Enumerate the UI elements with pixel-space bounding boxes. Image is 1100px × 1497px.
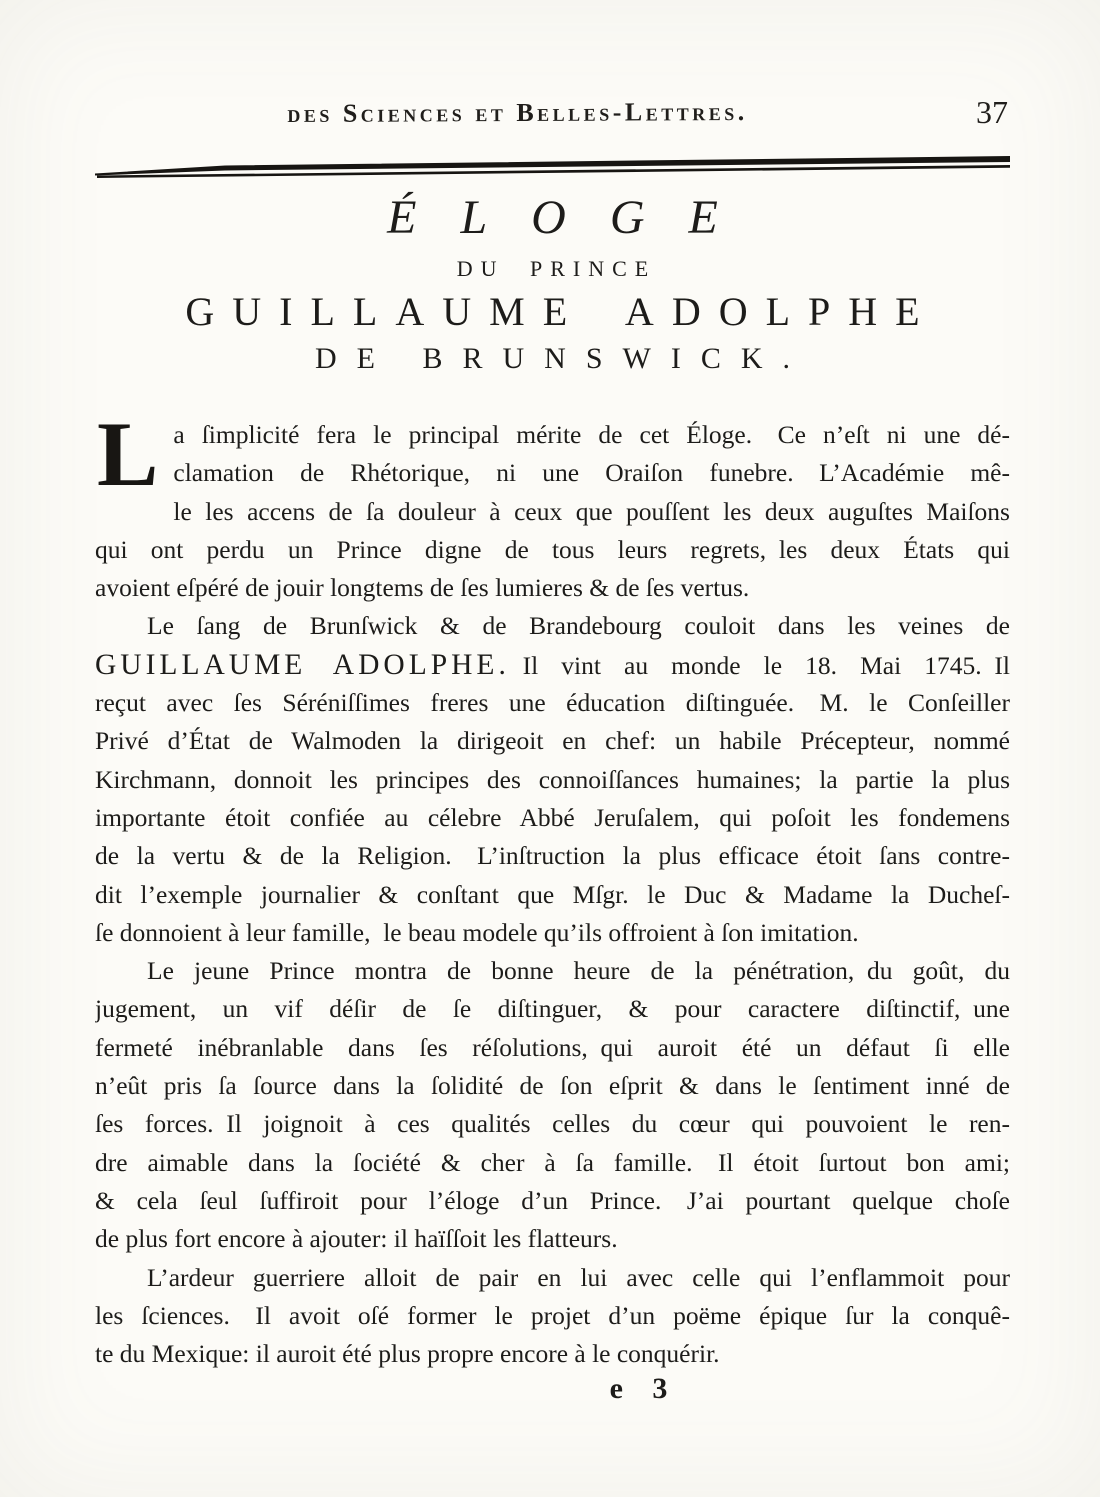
text-line: jugement, un vif déſir de ſe diſtinguer, & pour caractere diſtinctif, une xyxy=(95,994,1010,1024)
text-line: dit l’exemple journalier & conſtant que Mſgr. le Duc & Madame la Ducheſ- xyxy=(95,879,1010,909)
double-rule-ornament xyxy=(95,152,1010,180)
text-line xyxy=(95,646,1010,684)
running-title: des Sciences et Belles-Lettres. xyxy=(287,96,748,129)
text-line: avoient eſpéré de jouir longtems de ſes lumieres & de ſes vertus. xyxy=(95,573,750,603)
text-line: ſe donnoient à leur famille, le beau modele qu’ils offroient à ſon imitation. xyxy=(95,917,859,947)
text-line: ſes forces. Il joignoit à ces qualités celles du cœur qui pouvoient le ren- xyxy=(95,1109,1010,1139)
title-eloge xyxy=(95,192,1010,244)
title-guillaume-adolphe xyxy=(95,290,1010,334)
inline-caps-name: GUILLAUME ADOLPHE. xyxy=(95,648,510,681)
title-de-brunswick-text: DE BRUNSWICK. xyxy=(314,342,810,375)
text-line: reçut avec ſes Séréniſſimes freres une éducation diſtinguée. M. le Conſeiller xyxy=(95,688,1010,718)
title-du-prince xyxy=(95,256,1010,282)
text-line: de la vertu & de la Religion. L’inſtruction la plus efficace étoit ſans contre- xyxy=(95,841,1010,871)
title-du-prince-text: DU PRINCE xyxy=(456,256,657,281)
text-line: le les accens de ſa douleur à ceux que pouſſent les deux auguſtes Maiſons xyxy=(173,496,1010,526)
paragraph xyxy=(95,607,1010,952)
text-line: fermeté inébranlable dans ſes réſolutions, qui auroit été un défaut ſi elle xyxy=(95,1032,1010,1062)
page-number: 37 xyxy=(976,94,1008,130)
drop-cap: L xyxy=(97,403,159,505)
inline-text: Il vint au monde le 18. Mai 1745. Il xyxy=(509,650,1010,680)
paragraph xyxy=(95,403,1010,607)
text-line: te du Mexique: il auroit été plus propre encore à le conquérir. xyxy=(95,1339,720,1369)
text-line: Privé d’État de Walmoden la dirigeoit en chef: un habile Précepteur, nommé xyxy=(95,726,1010,756)
text-line: importante étoit confiée au célebre Abbé Jeruſalem, qui poſoit les fondemens xyxy=(95,802,1010,832)
text-line: Le jeune Prince montra de bonne heure de la pénétration, du goût, du xyxy=(147,956,1010,986)
paragraph xyxy=(95,1259,1010,1374)
text-line: clamation de Rhétorique, ni une Oraiſon funebre. L’Académie mê- xyxy=(173,458,1010,488)
text-line: Le ſang de Brunſwick & de Brandebourg couloit dans les veines de xyxy=(147,611,1010,641)
title-guillaume-adolphe-text: GUILLAUME ADOLPHE xyxy=(185,289,938,334)
text-line: Kirchmann, donnoit les principes des connoiſſances humaines; la partie la plus xyxy=(95,764,1010,794)
signature-mark: e 3 xyxy=(609,1372,668,1405)
text-line: a ſimplicité fera le principal mérite de cet Éloge. Ce n’eſt ni une dé- xyxy=(173,420,1010,449)
text-line: qui ont perdu un Prince digne de tous leurs regrets, les deux États qui xyxy=(95,534,1010,564)
text-line: les ſciences. Il avoit oſé former le projet d’un poëme épique ſur la conquê- xyxy=(95,1300,1010,1330)
title-eloge-text: ÉLOGE xyxy=(387,191,762,244)
text-line: L’ardeur guerriere alloit de pair en lui avec celle qui l’enflammoit pour xyxy=(147,1262,1010,1292)
text-line: de plus fort encore à ajouter: il haïſſoit les flatteurs. xyxy=(95,1224,618,1254)
body-text xyxy=(95,403,1010,1373)
text-line: dre aimable dans la ſociété & cher à ſa famille. Il étoit ſurtout bon ami; xyxy=(95,1147,1010,1177)
title-block xyxy=(95,192,1010,376)
page-header xyxy=(95,94,1010,142)
title-de-brunswick xyxy=(95,342,1010,376)
text-line: n’eût pris ſa ſource dans la ſolidité de ſon eſprit & dans le ſentiment inné de xyxy=(95,1071,1010,1101)
paragraph xyxy=(95,952,1010,1258)
text-line: & cela ſeul ſuffiroit pour l’éloge d’un Prince. J’ai pourtant quelque choſe xyxy=(95,1185,1010,1215)
